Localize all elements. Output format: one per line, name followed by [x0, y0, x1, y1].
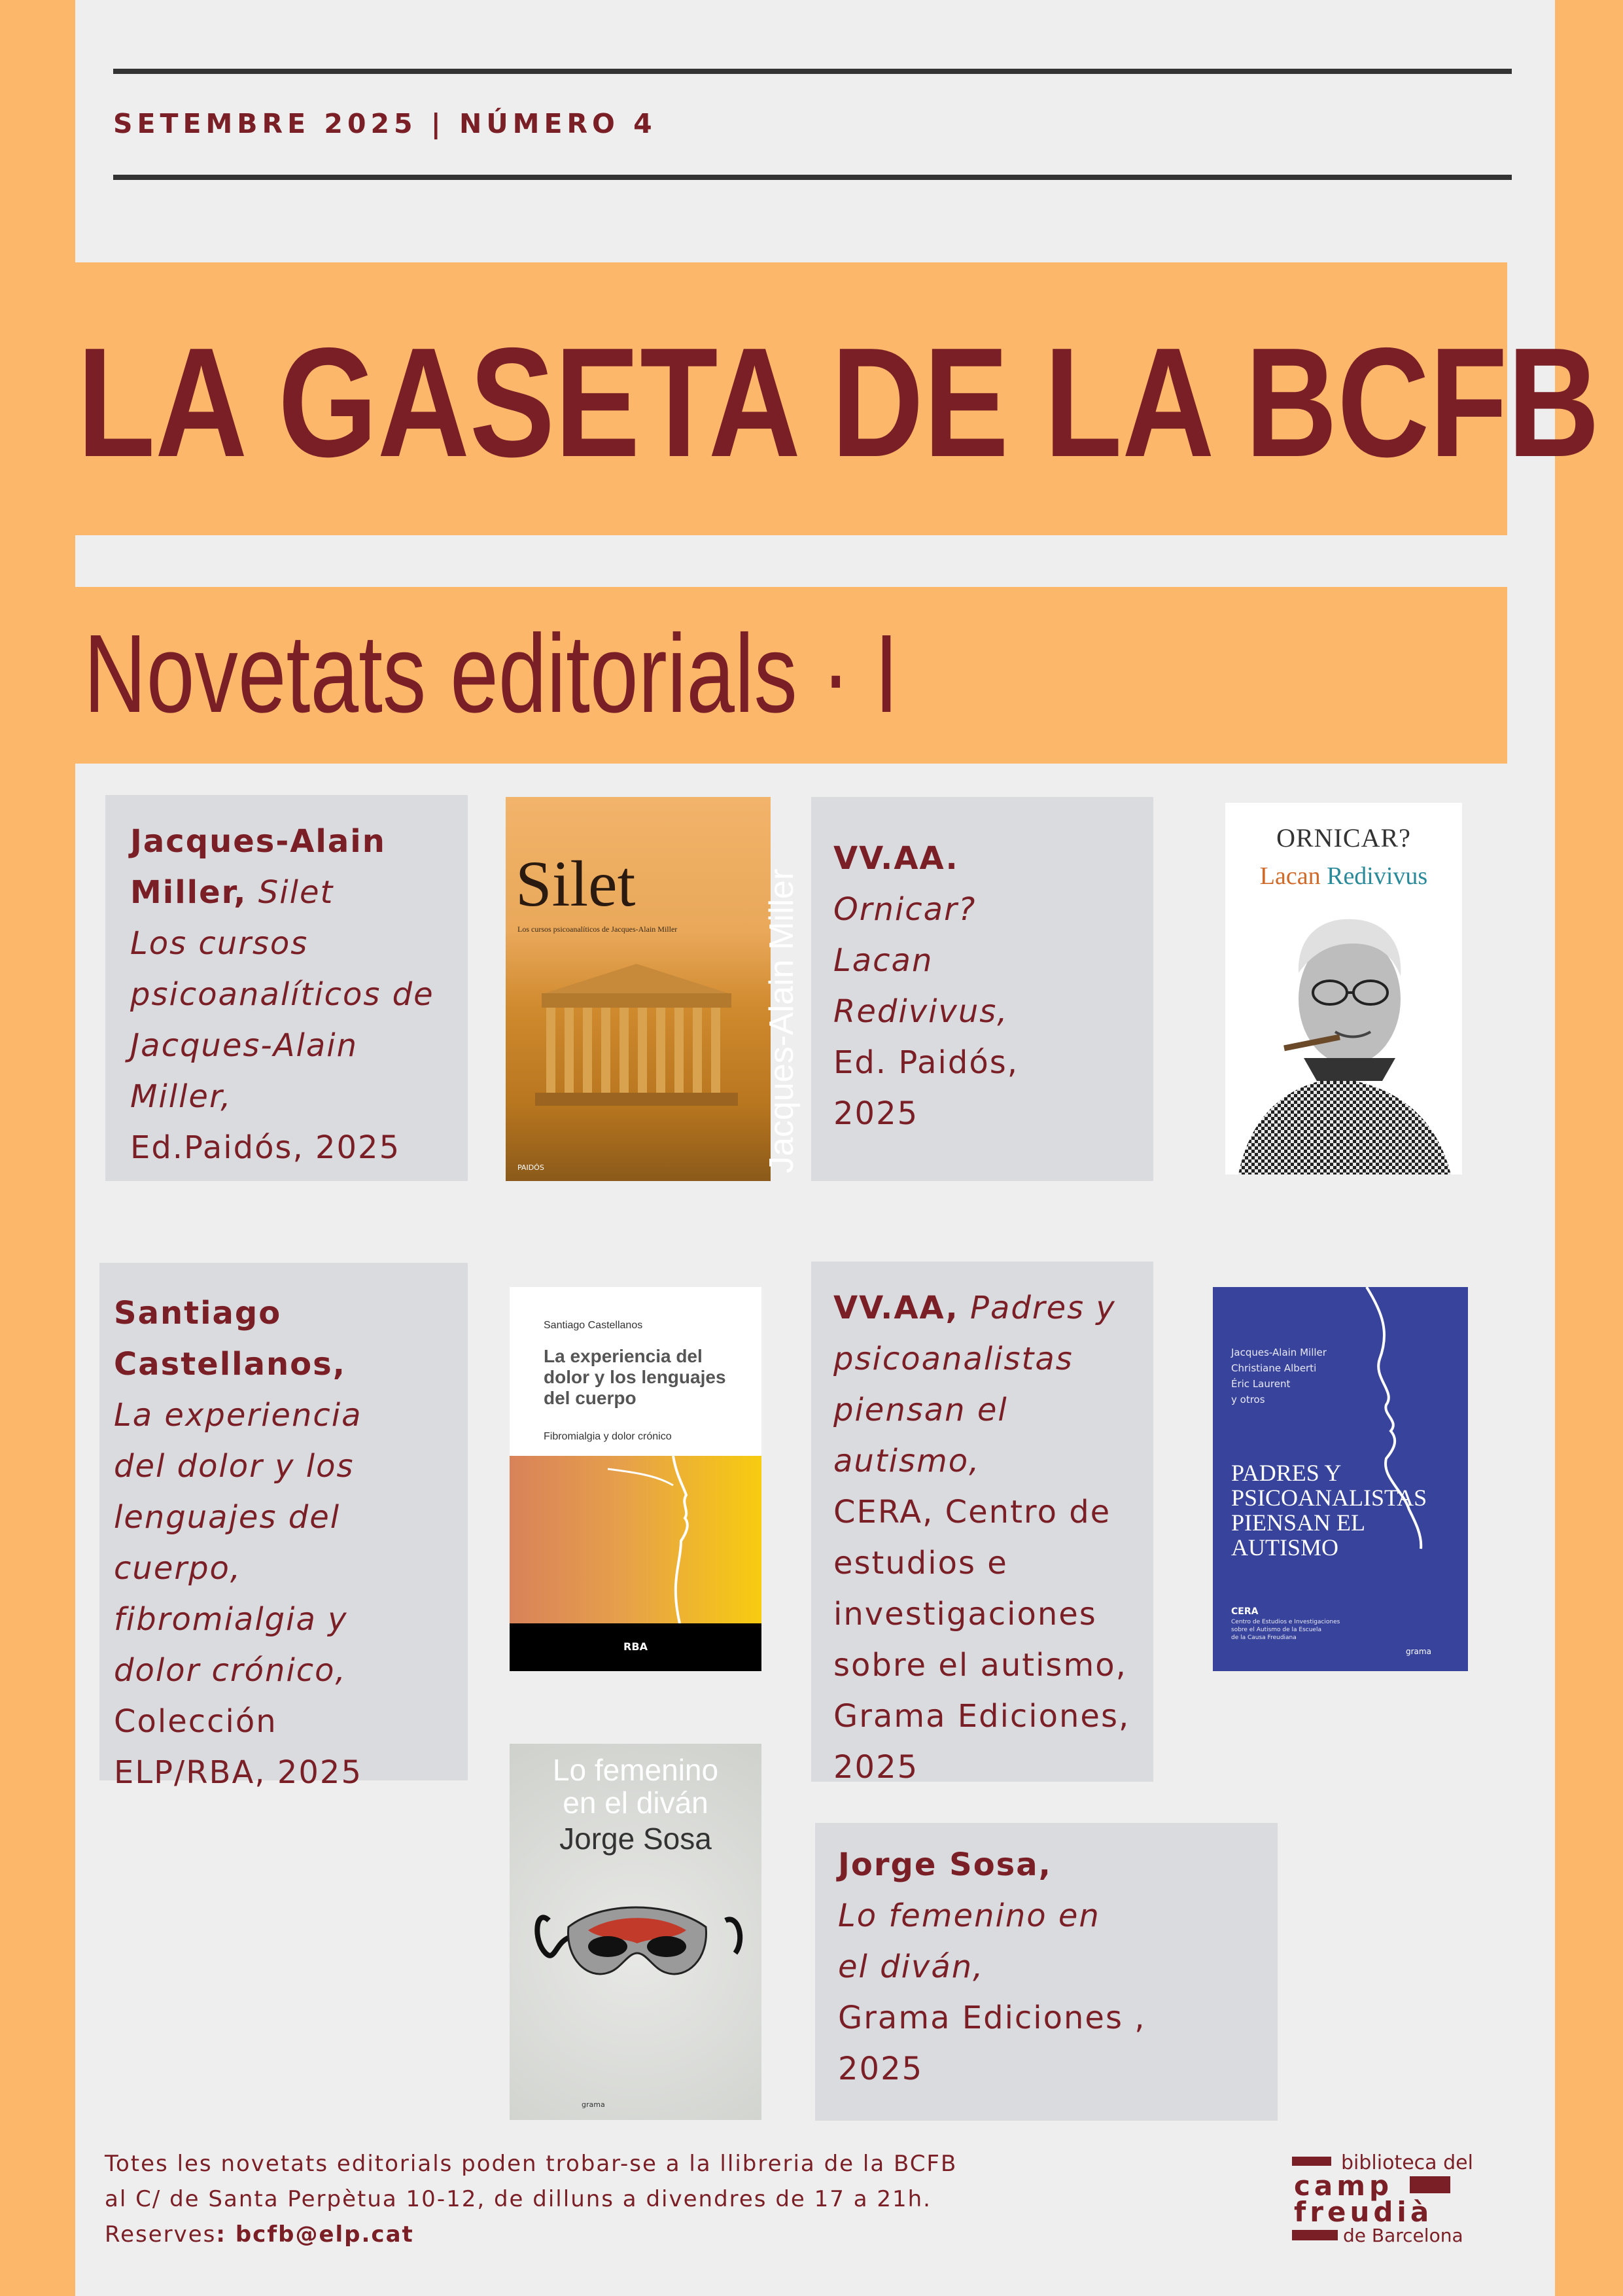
reserves-email[interactable]: : bcfb@elp.cat — [216, 2221, 414, 2248]
temple-illustration — [506, 797, 771, 1181]
logo-mark — [1292, 2230, 1338, 2240]
cover-author: Jorge Sosa — [559, 1822, 712, 1856]
book-author: Jorge Sosa, — [838, 1846, 1052, 1883]
cover-imprint: grama — [1406, 1647, 1431, 1656]
cover-imprint: PAIDÓS — [517, 1163, 544, 1172]
lacan-portrait — [1225, 803, 1462, 1174]
cover-gradient-panel — [510, 1456, 761, 1623]
logo-line-4: de Barcelona — [1343, 2225, 1463, 2246]
mask-illustration — [510, 1744, 761, 2120]
logo-line-1: biblioteca del — [1341, 2151, 1473, 2174]
section-title: Novetats editorials · I — [84, 612, 899, 736]
book-author: VV.AA. — [833, 840, 959, 877]
book-publisher: Ed.Paidós, 2025 — [130, 1129, 401, 1166]
cover-subtitle: Fibromialgia y dolor crónico — [544, 1431, 672, 1442]
book-title: Silet — [258, 874, 334, 911]
cover-tagline: Los cursos psicoanalíticos de Jacques-Alain Miller — [517, 925, 678, 934]
book-publisher: CERA, Centro de estudios e investigaciones sobre el autismo, Grama Ediciones, 2025 — [833, 1494, 1130, 1786]
cover-imprint: grama — [582, 2100, 605, 2109]
cover-author: Éric Laurent — [1231, 1378, 1291, 1390]
cover-title-line: en el diván — [563, 1786, 708, 1820]
cover-org-line: Centro de Estudios e Investigaciones — [1231, 1619, 1340, 1625]
book-title: La experiencia del dolor y los lenguajes del cuerpo, fibromialgia y dolor crónico, — [114, 1397, 362, 1689]
book-publisher: Colección ELP/RBA, 2025 — [114, 1703, 362, 1791]
book-publisher: Grama Ediciones , 2025 — [838, 2000, 1146, 2087]
logo-mark — [1410, 2176, 1450, 2193]
issue-line: SETEMBRE 2025 | NÚMERO 4 — [113, 108, 657, 139]
cover-title-line: PIENSAN EL — [1231, 1510, 1365, 1536]
book-title: Padres y psicoanalistas piensan el autismo, — [833, 1290, 1116, 1479]
cover-title: La experiencia del dolor y los lenguajes del cuerpo — [544, 1346, 726, 1408]
footer-info — [105, 2146, 957, 2252]
bcfb-logo — [1292, 2151, 1473, 2251]
cover-title: Silet — [515, 847, 636, 920]
cover-author: Jacques-Alain Miller — [1231, 1347, 1327, 1358]
cover-author: y otros — [1231, 1394, 1265, 1405]
cover-authors — [1231, 1345, 1327, 1407]
cover-subtitle-redivivus: Redivivus — [1327, 862, 1428, 890]
top-rule — [113, 69, 1512, 74]
logo-line-2: camp — [1294, 2170, 1393, 2202]
cover-spine-author: Jacques-Alain Miller — [763, 868, 801, 1173]
book-author: Santiago Castellanos, — [114, 1295, 346, 1383]
book-subtitle: Los cursos psicoanalíticos de Jacques-Alain Miller, — [130, 925, 434, 1115]
bottom-rule — [113, 175, 1512, 180]
cover-padres — [1213, 1287, 1468, 1671]
book-card-miller — [105, 795, 468, 1181]
logo-line-3: freudià — [1294, 2196, 1433, 2228]
footer-reserves — [105, 2217, 957, 2252]
footer-line-1: Totes les novetats editorials poden trobar-se a la llibreria de la BCFB — [105, 2151, 958, 2177]
cover-org: CERA — [1231, 1606, 1259, 1617]
cover-ornicar — [1225, 803, 1462, 1174]
cover-org-line: sobre el Autismo de la Escuela — [1231, 1627, 1321, 1633]
cover-silet — [506, 797, 801, 1181]
masthead-title: LA GASETA DE LA BCFB — [77, 316, 1600, 489]
book-card-sosa — [815, 1823, 1278, 2121]
book-author: VV.AA, — [833, 1290, 959, 1326]
book-card-ornicar — [811, 797, 1153, 1181]
cover-org-line: de la Causa Freudiana — [1231, 1634, 1297, 1641]
book-title: Ornicar? Lacan Redivivus, — [833, 891, 1009, 1030]
book-card-padres — [811, 1262, 1153, 1786]
cover-author: Christiane Alberti — [1231, 1362, 1317, 1374]
logo-mark — [1292, 2157, 1331, 2166]
reserves-label: Reserves — [105, 2221, 217, 2248]
cover-sosa — [510, 1744, 761, 2120]
book-publisher: Ed. Paidós, 2025 — [833, 1044, 1019, 1132]
cover-title-line: Lo femenino — [552, 1753, 719, 1787]
book-author: Jacques-Alain Miller, — [130, 823, 386, 911]
cover-title-line: PSICOANALISTAS — [1231, 1485, 1427, 1511]
cover-title-line: AUTISMO — [1231, 1534, 1339, 1561]
cover-castellanos — [510, 1287, 761, 1671]
cover-imprint: RBA — [623, 1640, 648, 1653]
cover-title-line: PADRES Y — [1231, 1460, 1342, 1486]
cover-title: ORNICAR? — [1276, 823, 1411, 853]
footer-line-2: al C/ de Santa Perpètua 10-12, de dilluns a divendres de 17 a 21h. — [105, 2186, 932, 2212]
book-title: Lo femenino en el diván, — [838, 1898, 1100, 1985]
face-profile-line — [510, 1456, 761, 1623]
book-card-castellanos — [99, 1263, 468, 1791]
cover-author: Santiago Castellanos — [544, 1320, 643, 1331]
cover-title — [1231, 1460, 1427, 1560]
cover-subtitle-lacan: Lacan — [1259, 862, 1321, 890]
cover-org-full — [1231, 1618, 1340, 1642]
